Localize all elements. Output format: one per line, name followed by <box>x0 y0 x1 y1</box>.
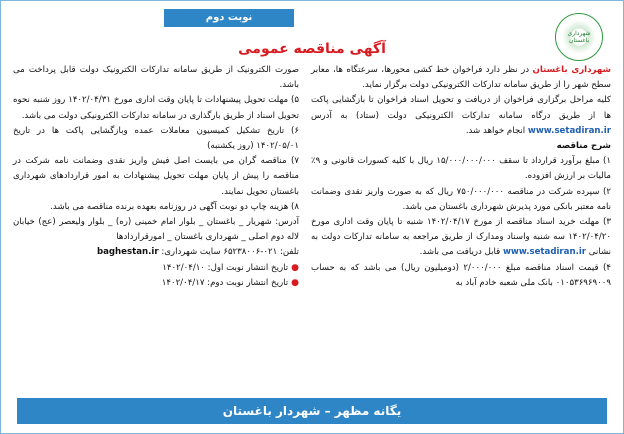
procedure-paragraph: کلیه مراحل برگزاری فراخوان از دریافت و تحویل اسناد فراخوان تا بازگشایی پاکت ها از طریق درگاه سامانه تدارکات الکترونیکی دولت (ستاد) به آدرس www.setadiran.ir انجام خواهد شد. <box>311 95 611 136</box>
right-column <box>311 63 611 385</box>
bullet-icon: ● <box>291 277 299 288</box>
publish-date-1: ●تاریخ انتشار نوبت اول: ۱۴۰۲/۰۴/۱۰ <box>162 262 299 273</box>
payment-continued: صورت الکترونیک از طریق سامانه تدارکات الکترونیک دولت قابل پرداخت می باشد. <box>13 65 299 91</box>
item-3: ۳) مهلت خرید اسناد مناقصه از مورخ ۱۴۰۲/۰۴/۱۷ شنبه تا پایان وقت اداری مورخ ۱۴۰۲/۰۴/۲۰ سه شنبه واسناد ومدارک از طریق مراجعه به سامانه تدارکات دولت به نشانی www.setadiran.ir قابل دریافت می باشد. <box>311 217 611 258</box>
contact-line: تلفن: ۰۲۱-۶۵۲۳۸۰۰۶ سایت شهرداری: baghestan.ir <box>96 247 299 258</box>
website-link[interactable]: baghestan.ir <box>96 247 159 258</box>
left-column <box>13 63 299 385</box>
setad-link[interactable]: www.setadiran.ir <box>527 125 611 136</box>
item-8: ۸) هزینه چاپ دو نوبت آگهی در روزنامه بعهده برنده مناقصه می باشد. <box>50 201 299 212</box>
item-5: ۵) مهلت تحویل پیشنهادات تا پایان وقت اداری مورخ ۱۴۰۲/۰۴/۳۱ روز شنبه نحوه تحویل اسناد از طریق بارگذاری در سامانه تدارکات الکترونیکی دولت می باشد. <box>13 95 300 121</box>
page-title: آگهی مناقصه عمومی <box>238 41 386 57</box>
setad-link-2[interactable]: www.setadiran.ir <box>502 247 587 258</box>
item-2: ۲) سپرده شرکت در مناقصه ۷۵۰/۰۰۰/۰۰۰ ریال که به صورت واریز نقدی وضمانت نامه معتبر بانکی مورد پذیرش شهرداری باغستان می باشد. <box>311 186 611 212</box>
ad-content <box>7 5 617 429</box>
intro-paragraph: شهرداری باغستان در نظر دارد فراخوان خط کشی محورها، سرعتگاه ها، معابر سطح شهر را از طریق سامانه تدارکات الکترونیکی دولت برگزار نماید. <box>311 65 611 91</box>
signature-footer: یگانه مظهر – شهردار باغستان <box>17 398 607 424</box>
bullet-icon: ● <box>291 262 299 273</box>
section-heading: شرح مناقصه <box>556 141 611 152</box>
publish-date-2: ●تاریخ انتشار نوبت دوم: ۱۴۰۲/۰۴/۱۷ <box>161 277 299 288</box>
item-6: ۶) تاریخ تشکیل کمیسیون معاملات عمده وبازگشایی پاکت ها در تاریخ ۱۴۰۲/۰۵/۰۱ (روز یکشنبه) <box>13 125 299 152</box>
item-7: ۷) مناقصه گران می بایست اصل فیش واریز نقدی وضمانت نامه شرکت در مناقصه را پیش از پایان مهلت تحویل پیشنهادات به امور قراردادهای شهرداری باغستان تحویل نمایند. <box>13 156 299 197</box>
address: آدرس: شهریار _ باغستان _ بلوار امام خمینی (ره) _ بلوار ولیعصر (عج) خیابان لاله دوم اصلی _ شهرداری باغستان _ امورقراردادها <box>13 217 299 243</box>
body-columns <box>13 63 611 385</box>
item-1: ۱) مبلغ برآورد قرارداد تا سقف ۱۵/۰۰۰/۰۰۰/۰۰۰ ریال با کلیه کسورات قانونی و ۹٪ مالیات بر ارزش افزوده. <box>311 156 612 182</box>
logo-emblem: شهرداری باغستان <box>562 20 596 54</box>
edition-label: نوبت دوم <box>164 9 294 27</box>
item-4: ۴) قیمت اسناد مناقصه مبلغ ۲/۰۰۰/۰۰۰ (دومیلیون ریال) می باشد که به حساب ۰۱۰۵۳۶۹۶۹۰۰۹ بانک ملی شعبه خادم آباد به <box>311 262 611 288</box>
municipality-name: شهرداری باغستان <box>532 65 611 75</box>
